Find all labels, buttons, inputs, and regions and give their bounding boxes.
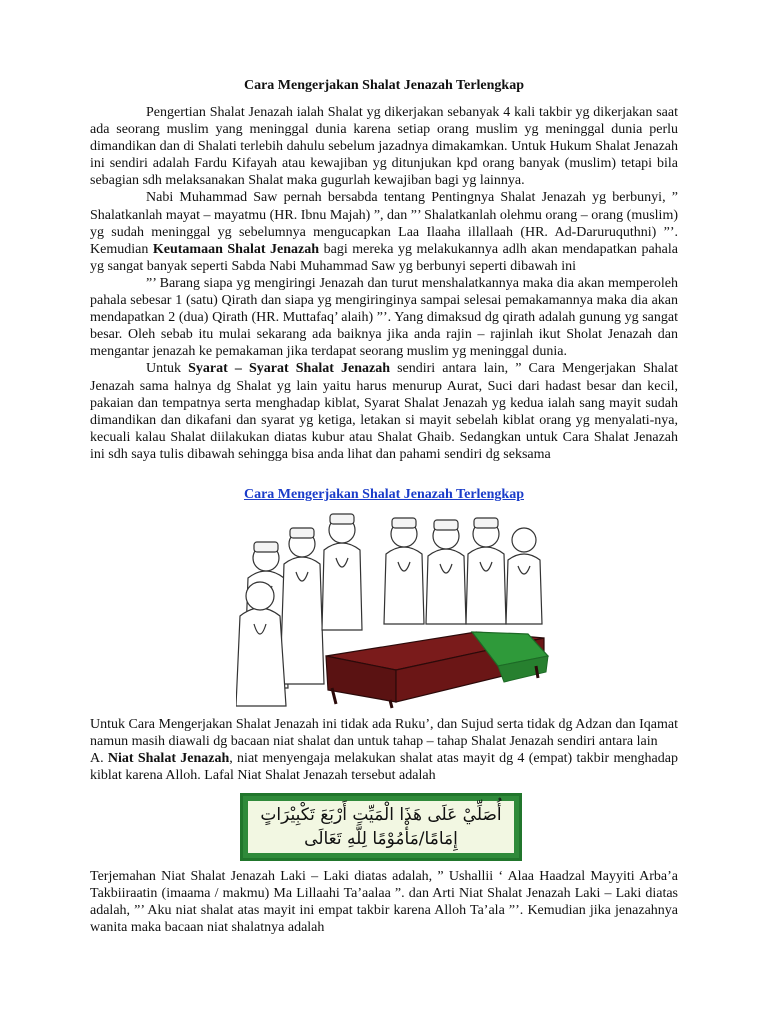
keyword-syarat: Syarat – Syarat Shalat Jenazah (188, 361, 390, 377)
keyword-keutamaan: Keutamaan Shalat Jenazah (152, 241, 320, 257)
body-text-top (90, 104, 678, 463)
body-text-bottom (90, 868, 678, 936)
paragraph-terjemahan: Terjemahan Niat Shalat Jenazah Laki – Laki diatas adalah, ” Ushallii ‘ Alaa Haadzal Mayyiti Arba’a Takbiiraatin (imaama / makmu) Ma Lillaahi Ta’aalaa ”. dan Arti Niat Shalat Jenazah Laki – Laki diatas adalah, ”’ Aku niat shalat atas mayit ini empat takbir karena Alloh Ta’ala ”’. Kemudian jika jenazahnya wanita maka bacaan niat shalatnya adalah (90, 869, 678, 936)
paragraph-hadits: Nabi Muhammad Saw pernah bersabda tentang Pentingnya Shalat Jenazah yg berbunyi, ” Shalatkanlah mayat – mayatmu (HR. Ibnu Majah) ”, dan ”’ Shalatkanlah olehmu orang – orang (muslim) yg sudah meninggal yg sebelumnya mengucapkan Laa Ilaaha illallaah (HR. Ad-Daruruquthni) ”’. Kemudian Keutamaan Shalat Jenazah bagi mereka yg melakukannya adlh akan mendapatkan pahala yg sangat banyak seperti Sabda Nabi Muhammad Saw yg berbunyi seperti dibawah ini (90, 190, 678, 274)
jenazah-prayer-illustration (236, 506, 552, 710)
arabic-niat-line-2: إِمَامًا/مَأْمُوْمًا لِلَّهِ تَعَالَى (304, 829, 458, 849)
arabic-niat-line-1: أُصَلِّيْ عَلَى هَذَا الْمَيِّتِ أَرْبَعَ تَكْبِيْرَاتٍ (260, 805, 502, 825)
arabic-niat-box (240, 793, 522, 861)
paragraph-tahap: Untuk Cara Mengerjakan Shalat Jenazah ini tidak ada Ruku’, dan Sujud serta tidak dg Adzan dan Iqamat namun masih diawali dg bacaan niat shalat dan untuk tahap – tahap Shalat Jenazah sendiri antara lain (90, 717, 678, 750)
document-title: Cara Mengerjakan Shalat Jenazah Terlengkap (243, 78, 524, 93)
keyword-niat: Niat Shalat Jenazah (107, 751, 230, 767)
paragraph-niat: A. Niat Shalat Jenazah, niat menyengaja melakukan shalat atas mayit dg 4 (empat) takbir menghadap kiblat karena Alloh. Lafal Niat Shalat Jenazah tersebut adalah (90, 751, 678, 784)
paragraph-pengertian: Pengertian Shalat Jenazah ialah Shalat yg dikerjakan sebanyak 4 kali takbir yg dikerjakan saat ada seorang muslim yang meninggal dunia karena setiap orang muslim yg meninggal dunia perlu dimandikan dan di Shalati terlebih dahulu sebelum jazadnya dimakamkan. Untuk Hukum Shalat Jenazah ini sendiri adalah Fardu Kifayah atau kewajiban yg ditunjukan kpd orang banyak (muslim) tetapi bila sebagian sdh melaksanakan Shalat maka gugurlah kewajiban bagi yg lainnya. (90, 105, 678, 189)
body-text-middle (90, 716, 678, 784)
paragraph-qirath: ”’ Barang siapa yg mengiringi Jenazah dan turut menshalatkannya maka dia akan memperoleh pahala sebesar 1 (satu) Qirath dan siapa yg mengiringinya sampai selesai pemakamannya maka dia akan mendapatkan 2 (dua) Qirath (HR. Muttafaq’ alaih) ”’. Yang dimaksud dg qirath adalah gunung yg sangat besar. Oleh sebab itu mulai sekarang ada baiknya jika anda rajin – rajinlah ikut Sholat Jenazah dan mengantar jenazah ke pemakaman jika terdapat seorang muslim yg meninggal dunia. (90, 275, 678, 360)
paragraph-syarat: Untuk Syarat – Syarat Shalat Jenazah sendiri antara lain, ” Cara Mengerjakan Shalat Jenazah sama halnya dg Shalat yg lain yaitu harus menurup Aurat, Suci dari hadast besar dan kecil, pakaian dan tempatnya serta menghadap kiblat, Syarat Shalat Jenazah yg kedua ialah sang mayit sudah dimandikan dan dikafani dan syarat yg ketiga, letakan si mayit sebelah kiblat orang yg menyalati-nya, kecuali kalau Shalat diilakukan diatas kubur atau Shalat Ghaib. Sedangkan untuk Cara Shalat Jenazah ini sdh saya tulis dibawah sehingga bisa anda lihat dan pahami sendiri dg seksama (90, 361, 679, 462)
article-link[interactable]: Cara Mengerjakan Shalat Jenazah Terlengkap (243, 487, 524, 502)
